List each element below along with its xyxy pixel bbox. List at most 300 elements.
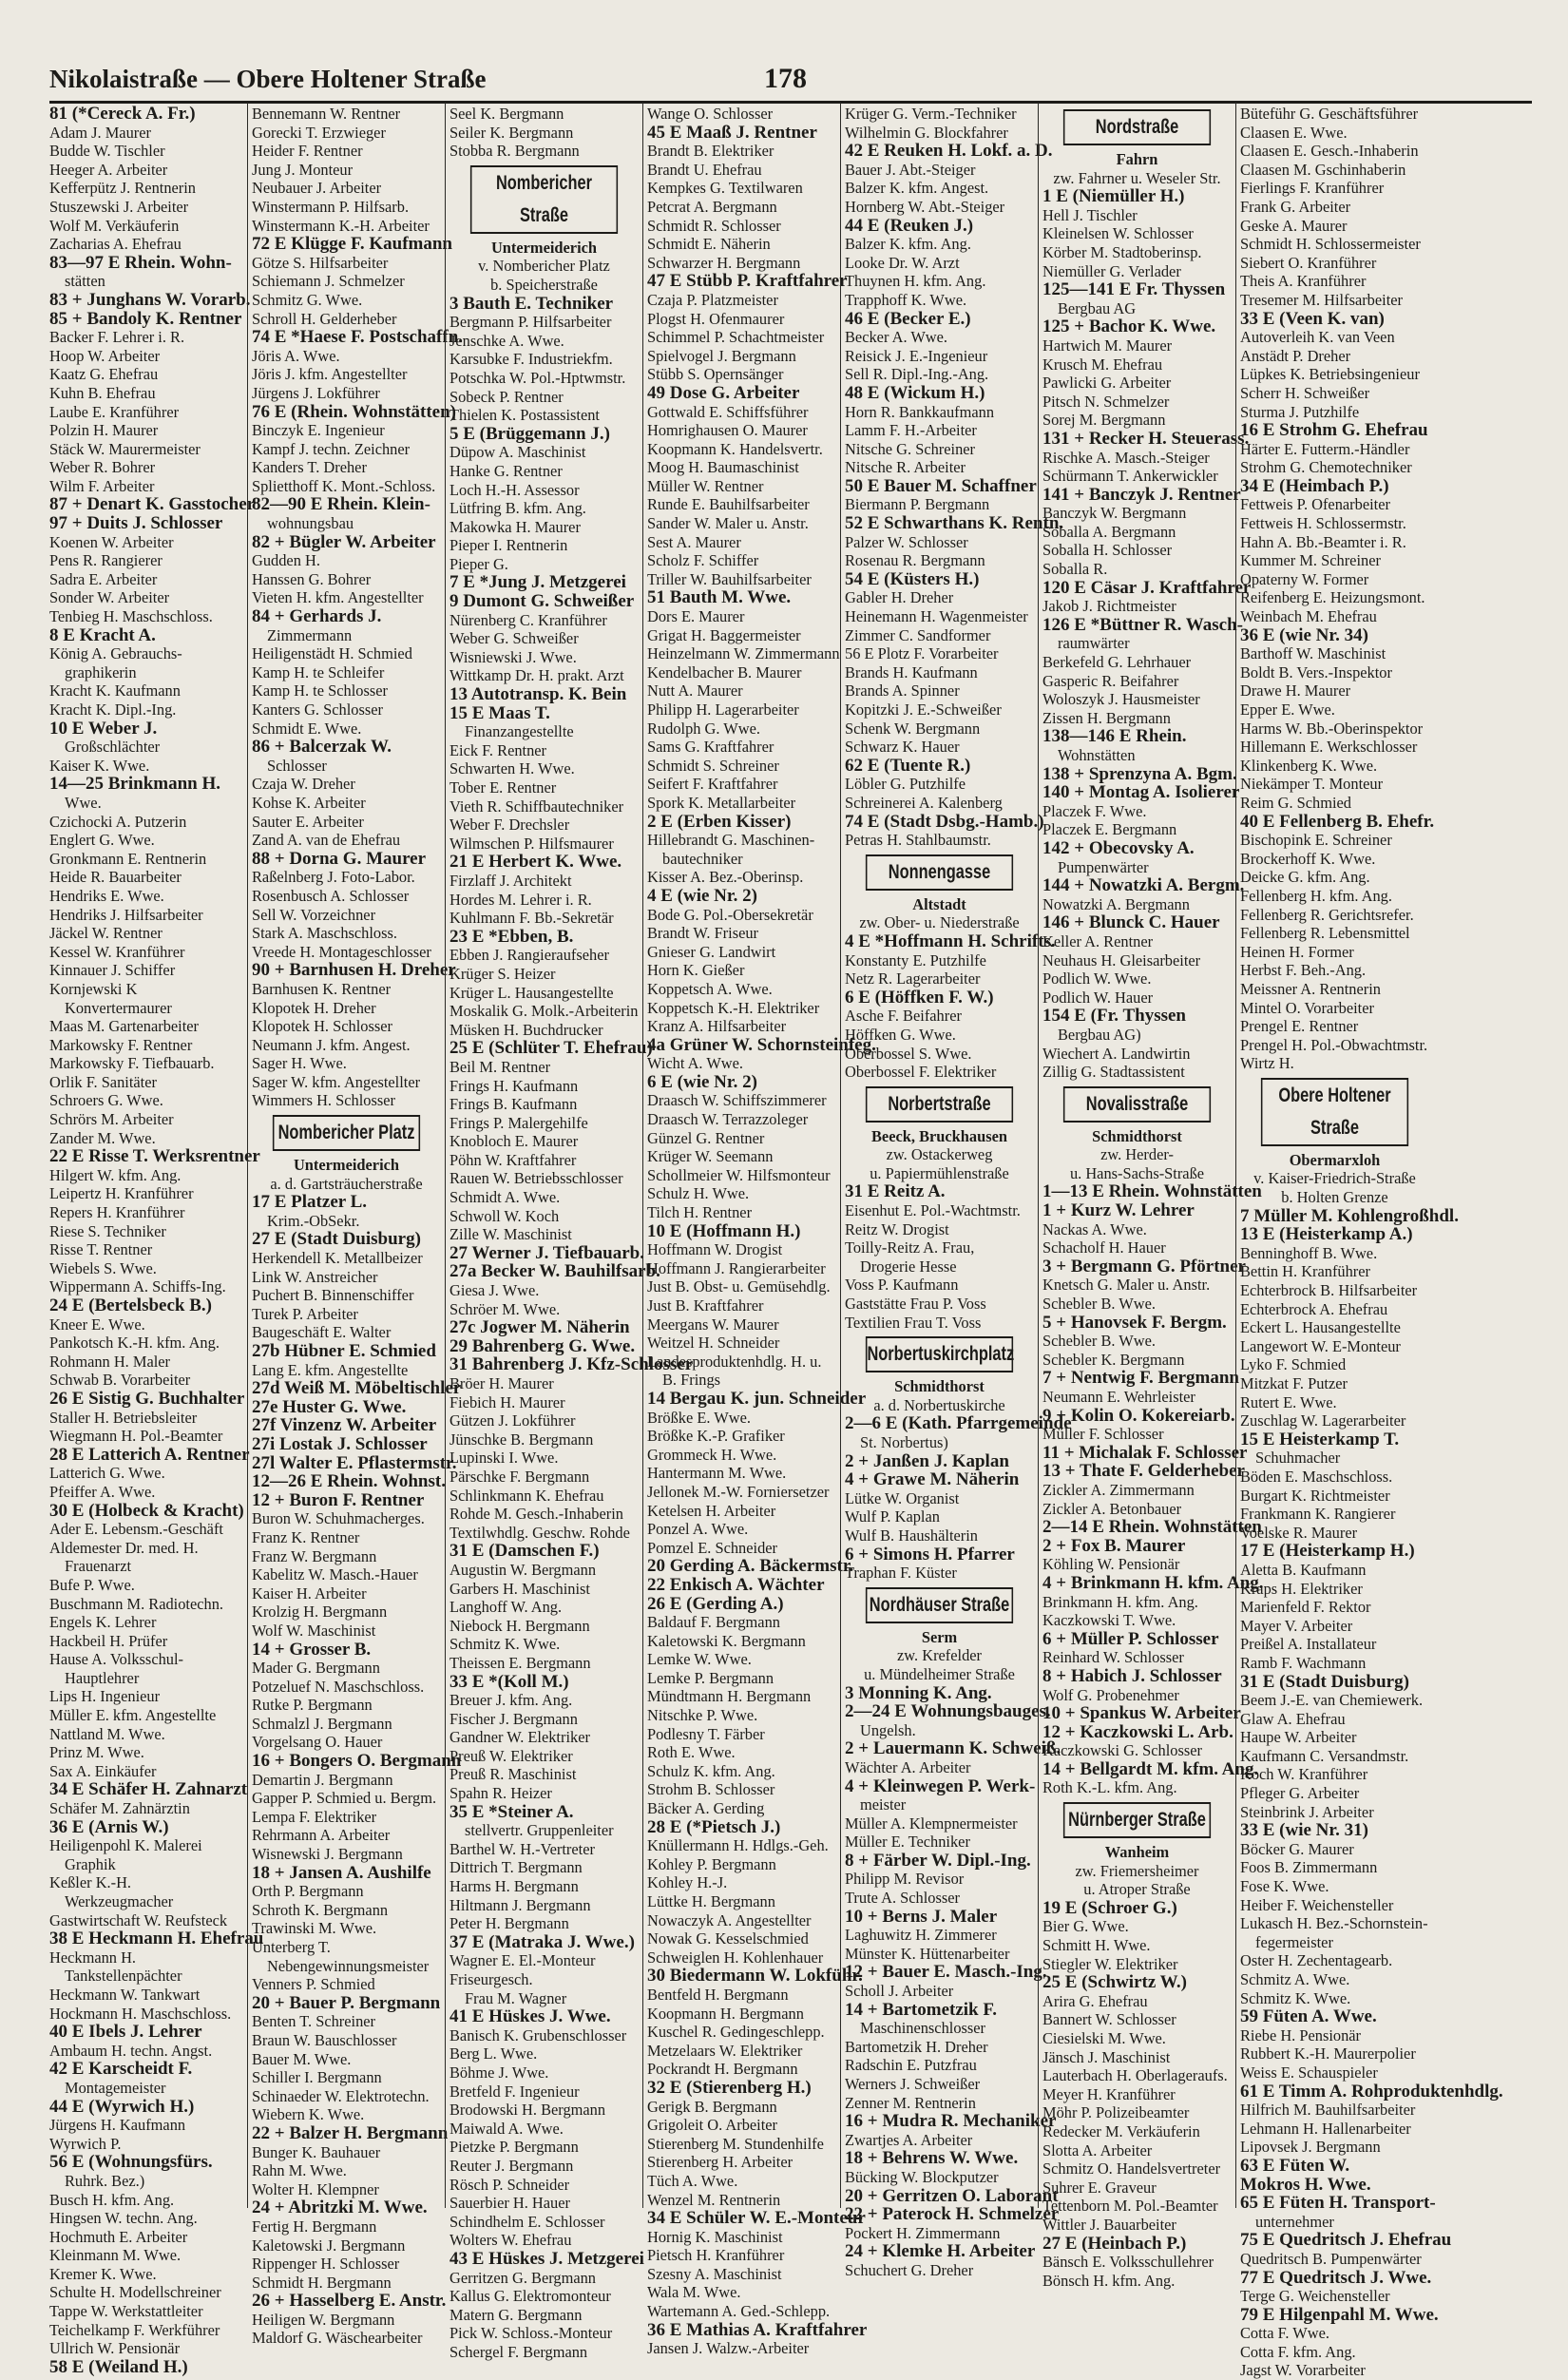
street-location-note: b. Speicherstraße <box>490 275 598 294</box>
resident-entry: Draasch W. Terrazzoleger <box>647 1110 809 1129</box>
house-number-entry: 33 E *(Koll M.) <box>449 1671 569 1692</box>
resident-entry: Hoop W. Arbeiter <box>49 346 161 365</box>
resident-entry: König A. Gebrauchs- <box>49 644 182 663</box>
resident-entry: Kempkes G. Textilwaren <box>647 179 803 198</box>
resident-entry: Toilly-Reitz A. Frau, <box>845 1238 975 1257</box>
house-number-entry: 22 + Paterock H. Schmelzer <box>845 2204 1060 2225</box>
house-number-entry: 16 + Mudra R. Mechaniker <box>845 2111 1057 2132</box>
resident-entry: Rutke P. Bergmann <box>252 1696 373 1715</box>
resident-entry: Landesproduktenhdlg. H. u. <box>647 1352 822 1371</box>
resident-entry: Thielen K. Postassistent <box>449 406 600 425</box>
house-number-entry: 146 + Blunck C. Hauer <box>1042 912 1220 933</box>
resident-entry: Maiwald A. Wwe. <box>449 2119 564 2138</box>
resident-entry: Czaja W. Dreher <box>252 775 355 794</box>
resident-entry: Spahn R. Heizer <box>449 1784 552 1803</box>
street-heading: Nürnberger Straße <box>1063 1802 1211 1838</box>
resident-entry: Tober E. Rentner <box>449 778 557 797</box>
resident-entry: Moog H. Baumaschinist <box>647 458 799 477</box>
resident-entry: Schreinerei A. Kalenberg <box>845 793 1003 812</box>
resident-entry: Schiller I. Bergmann <box>252 2068 382 2087</box>
house-number-entry: 20 + Gerritzen O. Laborant <box>845 2185 1059 2206</box>
house-number-entry: 4 + Brinkmann H. kfm. Ang. <box>1042 1572 1264 1593</box>
resident-entry: Splietthoff K. Mont.-Schloss. <box>252 476 436 495</box>
resident-entry: Böden E. Maschschloss. <box>1240 1467 1393 1486</box>
house-number-entry: 86 + Balcerzak W. <box>252 737 392 758</box>
resident-entry: Müller F. Schlosser <box>1042 1425 1164 1444</box>
resident-entry: Cotta F. Wwe. <box>1240 2324 1329 2343</box>
resident-entry: Quedritsch B. Pumpenwärter <box>1240 2249 1422 2268</box>
resident-entry: Theissen E. Bergmann <box>449 1653 591 1672</box>
resident-entry: Makowka H. Maurer <box>449 517 581 536</box>
resident-entry: Sauerbier H. Hauer <box>449 2194 570 2213</box>
resident-entry: Herkendell K. Metallbeizer <box>252 1249 423 1268</box>
resident-entry: Deicke G. kfm. Ang. <box>1240 868 1370 887</box>
resident-entry: Jürgens J. Lokführer <box>252 383 380 402</box>
house-number-entry: 142 + Obecovsky A. <box>1042 837 1195 858</box>
resident-entry: Keller A. Rentner <box>1042 931 1154 950</box>
resident-entry: Metzelaars W. Elektriker <box>647 2041 803 2060</box>
resident-entry: Stuszewski J. Arbeiter <box>49 197 189 216</box>
house-number-entry: 9 + Kolin O. Kokereiarb. <box>1042 1405 1235 1426</box>
resident-entry: Kleinmann M. Wwe. <box>49 2246 182 2265</box>
resident-entry: Hell J. Tischler <box>1042 205 1138 224</box>
street-location-note: zw. Ober- u. Niederstraße <box>859 913 1020 932</box>
resident-entry: Radschin E. Putzfrau <box>845 2056 977 2075</box>
resident-entry: Schulz H. Wwe. <box>647 1184 750 1203</box>
resident-entry: Heiber F. Weichensteller <box>1240 1895 1394 1914</box>
resident-entry: Schiemann J. Schmelzer <box>252 272 405 291</box>
street-location-note: zw. Herder- <box>1100 1145 1174 1164</box>
resident-entry: Wittler J. Bauarbeiter <box>1042 2215 1176 2234</box>
resident-entry: Textilwhdlg. Geschw. Rohde <box>449 1523 630 1542</box>
resident-entry: Barthoff W. Maschinist <box>1240 644 1386 663</box>
resident-entry: Krüger S. Heizer <box>449 964 556 983</box>
resident-entry: Nowak G. Kesselschmied <box>647 1929 809 1948</box>
resident-entry: Hoffmann W. Drogist <box>647 1240 783 1259</box>
resident-entry: Grigoleit O. Arbeiter <box>647 2116 778 2135</box>
entry-continuation: Werkzeugmacher <box>65 1892 174 1910</box>
house-number-entry: 27a Becker W. Bauhilfsarb. <box>449 1261 660 1282</box>
house-number-entry: 85 + Bandoly K. Rentner <box>49 308 242 329</box>
resident-entry: Rudolph G. Wwe. <box>647 719 760 738</box>
resident-entry: Rischke A. Masch.-Steiger <box>1042 448 1210 467</box>
house-number-entry: 1 E (Niemüller H.) <box>1042 186 1185 207</box>
house-number-entry: 16 E Strohm G. Ehefrau <box>1240 420 1428 441</box>
resident-entry: Brandt W. Friseur <box>647 924 759 943</box>
resident-entry: Weinbach M. Ehefrau <box>1240 607 1377 626</box>
resident-entry: Hahn A. Bb.-Beamter i. R. <box>1240 532 1406 551</box>
resident-entry: Wolf G. Probenehmer <box>1042 1685 1179 1704</box>
resident-entry: Lyko F. Schmied <box>1240 1355 1347 1374</box>
resident-entry: Zillig G. Stadtassistent <box>1042 1063 1185 1082</box>
entry-continuation: Frauenarzt <box>65 1557 132 1576</box>
house-number-entry: 12 + Bauer E. Masch.-Ing. <box>845 1962 1047 1983</box>
resident-entry: Heckmann W. Tankwart <box>49 1985 201 2004</box>
resident-entry: Heeger A. Arbeiter <box>49 160 168 179</box>
resident-entry: Wirtz H. <box>1240 1054 1294 1073</box>
resident-entry: Hockmann H. Maschschloss. <box>49 2004 232 2023</box>
resident-entry: Benten T. Schreiner <box>252 2012 376 2031</box>
resident-entry: Ciesielski M. Wwe. <box>1042 2029 1166 2047</box>
resident-entry: Spork K. Metallarbeiter <box>647 793 796 812</box>
house-number-entry: 11 + Michalak F. Schlosser <box>1042 1442 1248 1463</box>
resident-entry: Mitzkat F. Putzer <box>1240 1374 1348 1392</box>
resident-entry: Koppetsch A. Wwe. <box>647 979 773 998</box>
resident-entry: Fischer J. Bergmann <box>449 1709 578 1728</box>
entry-continuation: Bergbau AG) <box>1058 1025 1141 1044</box>
resident-entry: Rippenger H. Schlosser <box>252 2255 400 2274</box>
resident-entry: Kanters G. Schlosser <box>252 701 383 719</box>
resident-entry: Gasperic R. Beifahrer <box>1042 671 1179 690</box>
resident-entry: Oberbossel S. Wwe. <box>845 1044 972 1063</box>
resident-entry: Fellenberg R. Lebensmittel <box>1240 924 1410 943</box>
resident-entry: Rauen W. Betriebsschlosser <box>449 1169 623 1188</box>
resident-entry: Konstanty E. Putzhilfe <box>845 950 986 969</box>
resident-entry: Seiler K. Bergmann <box>449 123 574 142</box>
house-number-entry: 7 E *Jung J. Metzgerei <box>449 572 626 593</box>
resident-entry: Gorecki T. Erzwieger <box>252 123 386 142</box>
house-number-entry: 44 E (Wyrwich H.) <box>49 2096 195 2117</box>
entry-continuation: fegermeister <box>1255 1932 1333 1951</box>
district-label: Untermeiderich <box>490 238 598 257</box>
resident-entry: Czichocki A. Putzerin <box>49 812 187 831</box>
resident-entry: Harms W. Bb.-Oberinspektor <box>1240 719 1424 738</box>
resident-entry: Jöris J. kfm. Angestellter <box>252 365 408 384</box>
resident-entry: Schwarzer H. Bergmann <box>647 253 801 272</box>
resident-entry: Schäfer M. Zahnärztin <box>49 1799 190 1818</box>
resident-entry: Götze S. Hilfsarbeiter <box>252 253 389 272</box>
resident-entry: Jung J. Monteur <box>252 160 354 179</box>
house-number-entry: 27l Walter E. Pflastermstr. <box>252 1452 457 1473</box>
resident-entry: Echterbrock A. Ehefrau <box>1240 1299 1388 1318</box>
resident-entry: Sams G. Kraftfahrer <box>647 738 774 757</box>
resident-entry: Braun W. Bauschlosser <box>252 2030 397 2049</box>
resident-entry: Pick W. Schloss.-Monteur <box>449 2324 613 2343</box>
resident-entry: Augustin W. Bergmann <box>449 1560 597 1579</box>
resident-entry: Loch H.-H. Assessor <box>449 480 580 499</box>
resident-entry: Soballa A. Bergmann <box>1042 522 1176 541</box>
resident-entry: Schmitz A. Wwe. <box>1240 1970 1350 1988</box>
resident-entry: Schmitz K. Wwe. <box>1240 1988 1351 2007</box>
resident-entry: Kohley H.-J. <box>647 1873 728 1892</box>
house-number-entry: 8 + Färber W. Dipl.-Ing. <box>845 1850 1031 1871</box>
house-number-entry: 13 + Thate F. Gelderheber <box>1042 1461 1245 1482</box>
resident-entry: Tüch A. Wwe. <box>647 2171 738 2190</box>
resident-entry: Klopotek H. Schlosser <box>252 1017 392 1036</box>
resident-entry: Foos B. Zimmermann <box>1240 1858 1378 1877</box>
resident-entry: Just B. Obst- u. Gemüsehdlg. <box>647 1277 831 1296</box>
street-location-note: u. Hans-Sachs-Straße <box>1069 1163 1205 1182</box>
resident-entry: Wulf B. Haushälterin <box>845 1526 978 1545</box>
resident-entry: Wange O. Schlosser <box>647 105 774 123</box>
resident-entry: Claasen E. Gesch.-Inhaberin <box>1240 142 1419 161</box>
street-location-note: zw. Ostackerweg <box>886 1145 993 1164</box>
resident-entry: Lang E. kfm. Angestellte <box>252 1360 409 1379</box>
resident-entry: Triller W. Bauhilfsarbeiter <box>647 569 812 588</box>
resident-entry: Leipertz H. Kranführer <box>49 1184 194 1203</box>
resident-entry: Bier G. Wwe. <box>1042 1917 1129 1936</box>
resident-entry: Bröer H. Maurer <box>449 1374 554 1392</box>
house-number-entry: 126 E *Büttner R. Wasch- <box>1042 614 1243 635</box>
resident-entry: Sax A. Einkäufer <box>49 1761 157 1780</box>
resident-entry: Lüpkes K. Betriebsingenieur <box>1240 365 1420 384</box>
house-number-entry: 6 + Simons H. Pfarrer <box>845 1544 1015 1564</box>
resident-entry: Harms H. Bergmann <box>449 1877 579 1896</box>
resident-entry: Fettweis H. Schlossermstr. <box>1240 514 1406 533</box>
resident-entry: Fose K. Wwe. <box>1240 1877 1329 1896</box>
resident-entry: Stark A. Maschschloss. <box>252 924 397 943</box>
resident-entry: Kabelitz W. Masch.-Hauer <box>252 1565 418 1584</box>
resident-entry: Mayer V. Arbeiter <box>1240 1616 1353 1635</box>
resident-entry: Kaczkowski G. Schlosser <box>1042 1741 1202 1760</box>
resident-entry: Strohm G. Chemotechniker <box>1240 458 1412 477</box>
resident-entry: Frankmann K. Rangierer <box>1240 1505 1396 1524</box>
resident-entry: Tilch H. Rentner <box>647 1203 753 1222</box>
resident-entry: Hartwich M. Maurer <box>1042 336 1173 355</box>
resident-entry: Beem J.-E. van Chemiewerk. <box>1240 1691 1424 1710</box>
entry-continuation: Graphik <box>65 1854 116 1873</box>
house-number-entry: 22 + Balzer H. Bergmann <box>252 2122 449 2143</box>
resident-entry: Strohm B. Schlosser <box>647 1780 775 1799</box>
resident-entry: Czaja P. Platzmeister <box>647 290 778 309</box>
resident-entry: Karsubke F. Industriekfm. <box>449 350 613 369</box>
house-number-entry: 25 E (Schwirtz W.) <box>1042 1972 1187 1993</box>
resident-entry: Kaletowski J. Bergmann <box>252 2236 406 2255</box>
house-number-entry: 20 Gerding A. Bäckermstr. <box>647 1556 854 1577</box>
resident-entry: Arira G. Ehefrau <box>1042 1991 1148 2010</box>
resident-entry: Müller E. Techniker <box>845 1833 970 1852</box>
resident-entry: Sager W. kfm. Angestellter <box>252 1072 421 1091</box>
resident-entry: Brößke E. Wwe. <box>647 1408 751 1427</box>
resident-entry: Echterbrock B. Hilfsarbeiter <box>1240 1281 1418 1300</box>
resident-entry: Wimmers H. Schlosser <box>252 1091 395 1110</box>
resident-entry: Busch H. kfm. Ang. <box>49 2190 175 2209</box>
resident-entry: Ponzel A. Wwe. <box>647 1520 749 1539</box>
resident-entry: Gabler H. Dreher <box>845 588 954 607</box>
resident-entry: Lütke W. Organist <box>845 1488 960 1507</box>
resident-entry: Sonder W. Arbeiter <box>49 588 170 607</box>
entry-continuation: stellvertr. Gruppenleiter <box>465 1821 614 1840</box>
resident-entry: Neumann J. kfm. Angest. <box>252 1035 411 1054</box>
street-heading: Nombericher Platz <box>273 1115 420 1151</box>
house-number-entry: 32 E (Stierenberg H.) <box>647 2077 812 2098</box>
resident-entry: Schmitt H. Wwe. <box>1042 1936 1151 1955</box>
house-number-entry: 12 + Buron F. Rentner <box>252 1489 425 1510</box>
house-number-entry: 24 E (Bertelsbeck B.) <box>49 1296 212 1315</box>
resident-entry: Pankotsch K.-H. kfm. Ang. <box>49 1334 220 1353</box>
resident-entry: Gnieser G. Landwirt <box>647 942 776 961</box>
resident-entry: Zickler A. Betonbauer <box>1042 1499 1182 1518</box>
entry-continuation: Tankstellenpächter <box>65 1967 182 1986</box>
resident-entry: Düpow A. Maschinist <box>449 443 586 462</box>
house-number-entry: 140 + Montag A. Isolierer <box>1042 782 1240 803</box>
resident-entry: Kuhn B. Ehefrau <box>49 383 156 402</box>
resident-entry: Winstermann P. Hilfsarb. <box>252 197 410 216</box>
resident-entry: Opaterny W. Former <box>1240 569 1369 588</box>
house-number-entry: 62 E (Tuente R.) <box>845 755 971 776</box>
resident-entry: Kessel W. Kranführer <box>49 942 185 961</box>
house-number-entry: 1 + Kurz W. Lehrer <box>1042 1200 1195 1221</box>
entry-continuation: graphikerin <box>65 662 137 681</box>
street-heading: Novalisstraße <box>1063 1086 1211 1123</box>
resident-entry: Stierenberg M. Stundenhilfe <box>647 2134 824 2153</box>
house-number-entry: 97 + Duits J. Schlosser <box>49 513 223 534</box>
resident-entry: Jenschke A. Wwe. <box>449 331 564 350</box>
house-number-entry: 27c Jogwer M. Näherin <box>449 1317 630 1338</box>
resident-entry: Fellenberg H. kfm. Ang. <box>1240 886 1392 905</box>
resident-entry: Schmidt S. Schreiner <box>647 756 779 775</box>
resident-entry: Pomzel E. Schneider <box>647 1538 778 1557</box>
resident-entry: Hendriks J. Hilfsarbeiter <box>49 905 203 924</box>
entry-continuation: Schlosser <box>267 756 327 775</box>
resident-entry: Zacharias A. Ehefrau <box>49 235 182 254</box>
resident-entry: Rohde M. Gesch.-Inhaberin <box>449 1505 623 1524</box>
resident-entry: Winstermann K.-H. Arbeiter <box>252 216 430 235</box>
resident-entry: Firzlaff J. Architekt <box>449 871 572 890</box>
resident-entry: Terge G. Weichensteller <box>1240 2287 1390 2306</box>
resident-entry: Mintel O. Vorarbeiter <box>1240 998 1374 1017</box>
resident-entry: Herbst F. Beh.-Ang. <box>1240 961 1367 980</box>
resident-entry: Jünschke B. Bergmann <box>449 1430 594 1449</box>
resident-entry: Heider F. Rentner <box>252 142 363 161</box>
resident-entry: Fertig H. Bergmann <box>252 2217 377 2236</box>
resident-entry: Müller A. Klempnermeister <box>845 1814 1018 1833</box>
resident-entry: Neuhaus H. Gleisarbeiter <box>1042 950 1201 969</box>
house-number-entry: 10 + Berns J. Maler <box>845 1906 998 1927</box>
resident-entry: Berg L. Wwe. <box>449 2044 538 2063</box>
resident-entry: Mündtmann H. Bergmann <box>647 1687 812 1706</box>
district-label: Fahrn <box>1116 150 1158 168</box>
street-location-note: v. Nombericher Platz <box>478 257 610 276</box>
house-number-entry: 12—26 E Rhein. Wohnst. <box>252 1471 446 1492</box>
resident-entry: Münster K. Hüttenarbeiter <box>845 1944 1010 1963</box>
resident-entry: Franz K. Rentner <box>252 1527 360 1546</box>
resident-entry: Jansen J. Walzw.-Arbeiter <box>647 2339 810 2358</box>
house-number-entry: 4 E (wie Nr. 2) <box>647 885 757 906</box>
resident-entry: Adam J. Maurer <box>49 123 151 142</box>
resident-entry: Kinnauer J. Schiffer <box>49 961 176 980</box>
resident-entry: Wächter A. Arbeiter <box>845 1757 971 1776</box>
resident-entry: Ramb F. Wachmann <box>1240 1653 1367 1672</box>
resident-entry: Hackbeil H. Prüfer <box>49 1631 168 1650</box>
resident-entry: Koenen W. Arbeiter <box>49 532 174 551</box>
resident-entry: Nowaczyk A. Angestellter <box>647 1910 812 1929</box>
house-number-entry: 5 + Hanovsek F. Bergm. <box>1042 1312 1227 1333</box>
directory-column <box>247 103 464 2348</box>
resident-entry: Aletta B. Kaufmann <box>1240 1560 1367 1579</box>
house-number-entry: 31 E Reitz A. <box>845 1181 946 1202</box>
resident-entry: Schinaeder W. Elektrotechn. <box>252 2086 430 2105</box>
page-header <box>49 59 1532 104</box>
directory-column <box>49 103 264 2377</box>
resident-entry: Koopmann K. Handelsvertr. <box>647 439 823 458</box>
house-number-entry: 138—146 E Rhein. <box>1042 726 1187 747</box>
house-number-entry: 75 E Quedritsch J. Ehefrau <box>1240 2230 1452 2251</box>
house-number-entry: 33 E (Veen K. van) <box>1240 308 1385 329</box>
resident-entry: Lamm F. H.-Arbeiter <box>845 421 977 440</box>
resident-entry: Bufe P. Wwe. <box>49 1575 135 1594</box>
resident-entry: Becker A. Wwe. <box>845 328 948 347</box>
house-number-entry: 35 E *Steiner A. <box>449 1801 574 1822</box>
resident-entry: Nackas A. Wwe. <box>1042 1219 1147 1238</box>
house-number-entry: 31 Bahrenberg J. Kfz-Schlosser <box>449 1354 694 1375</box>
resident-entry: Heinemann H. Wagenmeister <box>845 607 1028 626</box>
resident-entry: Kohse K. Arbeiter <box>252 793 366 812</box>
resident-entry: Hantermann M. Wwe. <box>647 1464 787 1483</box>
resident-entry: Hornberg W. Abt.-Steiger <box>845 197 1005 216</box>
resident-entry: Schmitz O. Handelsvertreter <box>1042 2159 1221 2178</box>
resident-entry: Hause A. Volksschul- <box>49 1650 183 1669</box>
entry-continuation: Pumpenwärter <box>1058 857 1149 876</box>
resident-entry: Steinbrink J. Arbeiter <box>1240 1802 1374 1821</box>
resident-entry: Vieth R. Schiffbautechniker <box>449 797 624 816</box>
resident-entry: Weber G. Schweißer <box>449 629 579 648</box>
entry-continuation: bautechniker <box>662 849 743 868</box>
resident-entry: Ullrich W. Pensionär <box>49 2339 181 2358</box>
house-number-entry: 27e Huster G. Wwe. <box>252 1396 407 1417</box>
district-label: Serm <box>921 1627 958 1646</box>
resident-entry: Schmidt E. Näherin <box>647 235 771 254</box>
resident-entry: Runde E. Bauhilfsarbeiter <box>647 495 810 514</box>
resident-entry: Gudden H. <box>252 551 320 570</box>
resident-entry: Hilgert W. kfm. Ang. <box>49 1165 182 1184</box>
resident-entry: Lupinski I. Wwe. <box>449 1449 559 1468</box>
resident-entry: Nutt A. Maurer <box>647 681 743 701</box>
resident-entry: Placzek F. Wwe. <box>1042 801 1147 820</box>
house-number-entry: 47 E Stübb P. Kraftfahrer <box>647 271 848 292</box>
entry-continuation: Maschinenschlosser <box>860 2019 986 2038</box>
resident-entry: Jellonek M.-W. Forniersetzer <box>647 1482 830 1501</box>
resident-entry: Koch W. Kranführer <box>1240 1765 1368 1784</box>
resident-entry: Eisenhut E. Pol.-Wachtmstr. <box>845 1201 1021 1220</box>
resident-entry: Schimmel P. Schachtmeister <box>647 328 825 347</box>
resident-entry: Demartin J. Bergmann <box>252 1770 393 1789</box>
resident-entry: Schindhelm E. Schlosser <box>449 2212 605 2231</box>
house-number-entry: 79 E Hilgenpahl M. Wwe. <box>1240 2304 1439 2325</box>
house-number-entry: 18 + Behrens W. Wwe. <box>845 2148 1019 2169</box>
resident-entry: Beil M. Rentner <box>449 1057 551 1076</box>
resident-entry: Podlesny T. Färber <box>647 1724 765 1743</box>
resident-entry: Sobeck P. Rentner <box>449 387 564 406</box>
house-number-entry: 26 + Hasselberg E. Anstr. <box>252 2291 447 2312</box>
house-number-entry: 1—13 E Rhein. Wohnstätten <box>1042 1181 1262 1202</box>
house-number-entry: 13 Autotransp. K. Bein <box>449 684 627 705</box>
street-heading: Norbertuskirchplatz <box>866 1336 1013 1372</box>
resident-entry: Brands H. Kaufmann <box>845 662 978 681</box>
house-number-entry: 28 E (*Pietsch J.) <box>647 1816 781 1837</box>
resident-entry: Mader G. Bergmann <box>252 1659 380 1678</box>
resident-entry: Polzin H. Maurer <box>49 421 159 440</box>
running-head: Nikolaistraße — Obere Holtener Straße <box>49 65 487 93</box>
resident-entry: Rohmann H. Maler <box>49 1352 171 1371</box>
resident-entry: Wiegmann H. Pol.-Beamter <box>49 1427 223 1446</box>
resident-entry: Pfeiffer A. Wwe. <box>49 1482 156 1501</box>
street-heading: Nombericher Straße <box>470 165 618 234</box>
resident-entry: Gerritzen G. Bergmann <box>449 2268 596 2287</box>
resident-entry: Palzer W. Schlosser <box>845 532 968 551</box>
directory-columns <box>49 103 1532 2380</box>
resident-entry: Engels K. Lehrer <box>49 1613 157 1632</box>
house-number-entry: 4 E *Hoffmann H. Schrifts. <box>845 931 1056 951</box>
resident-entry: Ebben J. Rangieraufseher <box>449 946 609 965</box>
resident-entry: Kneer E. Wwe. <box>49 1315 145 1334</box>
entry-continuation: Zimmermann <box>267 625 353 644</box>
resident-entry: Sell W. Vorzeichner <box>252 905 376 924</box>
resident-entry: Pitsch N. Schmelzer <box>1042 392 1170 411</box>
resident-entry: Anstädt P. Dreher <box>1240 346 1351 365</box>
resident-entry: Vreede H. Montageschlosser <box>252 942 431 961</box>
house-number-entry: 83 + Junghans W. Vorarb. <box>49 289 251 310</box>
